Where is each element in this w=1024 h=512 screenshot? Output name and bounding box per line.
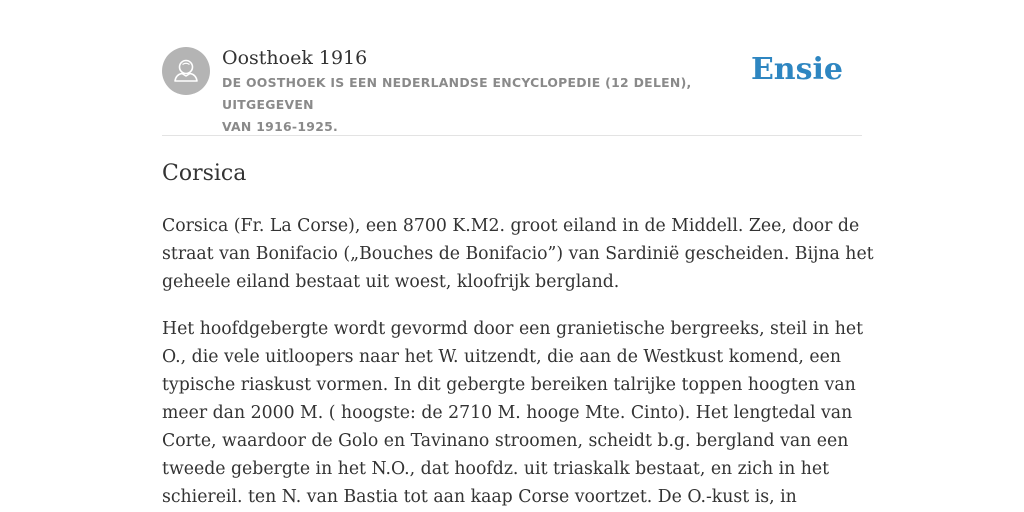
source-header [162,0,862,136]
article-title: Corsica [162,161,247,186]
text-line: schiereil. ten N. van Bastia tot aan kaap Corse voortzet. De O.-kust is, in [162,487,797,507]
source-description-line-2: VAN 1916-1925. [222,119,339,134]
article-paragraph [162,315,862,511]
text-line: straat van Bonifacio („Bouches de Bonifacio”) van Sardinië gescheiden. Bijna het [162,244,874,264]
source-description [222,72,762,138]
person-outline-icon [162,47,210,95]
text-line: tweede gebergte in het N.O., dat hoofdz. uit triaskalk bestaat, en zich in het [162,459,830,479]
article-body [162,212,874,512]
text-line: Corte, waardoor de Golo en Tavinano stroomen, scheidt b.g. bergland van een [162,431,849,451]
source-title[interactable]: Oosthoek 1916 [222,47,368,69]
user-avatar-icon[interactable] [162,47,210,95]
article-paragraph [162,212,874,296]
text-line: O., die vele uitloopers naar het W. uitzendt, die aan de Westkust komend, een [162,347,841,367]
text-line: meer dan 2000 M. ( hoogste: de 2710 M. hooge Mte. Cinto). Het lengtedal van [162,403,853,423]
ensie-logo[interactable]: Ensie [750,52,843,87]
content-column [162,0,874,507]
text-line: Corsica (Fr. La Corse), een 8700 K.M2. groot eiland in de Middell. Zee, door de [162,216,860,236]
text-line: typische riaskust vormen. In dit gebergte bereiken talrijke toppen hoogten van [162,375,856,395]
source-description-line-1: DE OOSTHOEK IS EEN NEDERLANDSE ENCYCLOPEDIE (12 DELEN), UITGEGEVEN [222,75,692,112]
text-line: geheele eiland bestaat uit woest, kloofrijk bergland. [162,272,620,292]
text-line: Het hoofdgebergte wordt gevormd door een granietische bergreeks, steil in het [162,319,864,339]
